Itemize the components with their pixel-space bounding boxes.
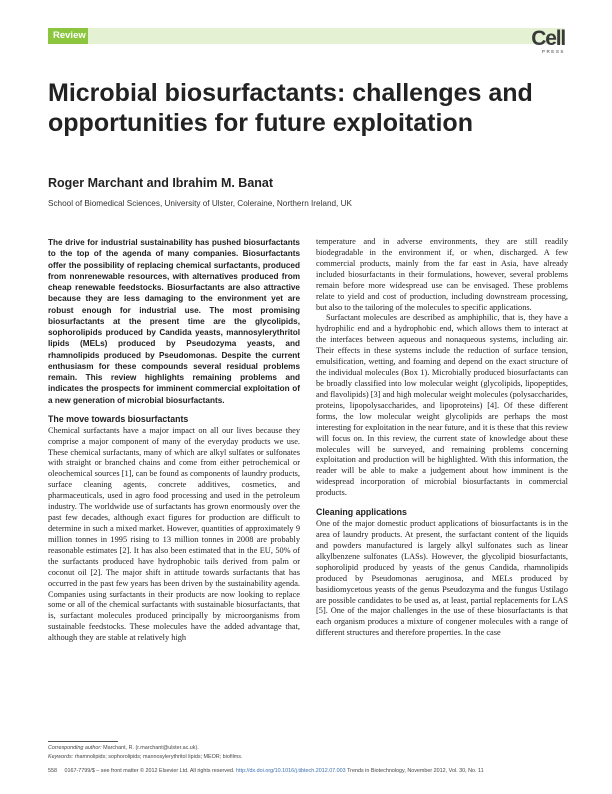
right-column (316, 237, 568, 639)
keywords-label: Keywords: (48, 754, 74, 760)
left-column (48, 237, 300, 644)
keywords-note (48, 754, 308, 760)
logo-name: Cell (531, 27, 565, 50)
abstract: The drive for industrial sustainability has pushed biosurfactants to the top of the agenda of many companies. Biosurfactants offer the possibility of replacing chemical surfactants, produced from nonrenewable resources, with alternatives produced from cheap renewable feedstocks. Biosurfactants are also attractive because they are less damaging to the environment yet are robust enough for industrial use. The most promising biosurfactants at the present time are the glycolipids, sophorolipids produced by Candida yeasts, mannosylerythritol lipids (MELs) produced by Pseudozyma yeasts, and rhamnolipids produced by Pseudomonas. Despite the current enthusiasm for these compounds several residual problems remain. This review highlights remaining problems and indicates the prospects for imminent commercial exploitation of a new generation of microbial biosurfactants. (48, 238, 300, 405)
publisher-logo (531, 27, 565, 54)
author-affiliation: School of Biomedical Sciences, University of Ulster, Coleraine, Northern Ireland, UK (48, 199, 352, 208)
section-heading-move-towards: The move towards biosurfactants (48, 413, 189, 424)
article-authors: Roger Marchant and Ibrahim M. Banat (48, 176, 274, 190)
section-label: Review (48, 28, 88, 44)
logo-press: PRESS (541, 49, 565, 54)
body-paragraph: One of the major domestic product applications of biosurfactants is in the area of laundry products. At present, the surfactant content of the liquids and powders manufactured is largely alkyl sulfonates such as linear alkylbenzene sulfonates (LASs). However, the glycolipid biosurfactants, sophorolipid produced by yeasts of the genus Candida, rhamnolipids produced by Pseudomonas aeruginosa, and MELs produced by basidiomycetous yeasts of the genus Pseudozyma and the fungus Ustilago are possible candidates to be used as, at least, partial replacements for LAS [5]. One of the major challenges in the use of these biosurfactants is that each organism produces a mixture of congener molecules with a range of different structures and therefore properties. In the case (316, 519, 568, 638)
body-paragraph: temperature and in adverse environments, they are still readily biodegradable in the environment if, or when, discharged. A few commercial products, mainly from the far east in Asia, have already included biosurfactants in their formulations, however, several problems remain before more widespread use can be envisaged. These problems relate to yield and cost of production, including downstream processing, but also to the tailoring of the molecules to specific applications. (316, 237, 568, 312)
corresponding-value[interactable]: Marchant, R. (r.marchant@ulster.ac.uk). (103, 745, 199, 751)
page-footer (48, 768, 565, 774)
body-paragraph: Surfactant molecules are described as amphiphilic, that is, they have a hydrophilic end and a hydrophobic end, which allows them to interact at the interfaces between aqueous and nonaqueous systems, including air. Their effects in these systems include the reduction of surface tension, emulsification, wetting, and foaming and depend on the exact structure of the individual molecules (Box 1). Microbially produced biosurfactants can be broadly classified into low molecular weight (glycolipids, lipopeptides, and flavolipids) [3] and high molecular weight molecules (polysaccharides, proteins, lipopolysaccharides, and lipoproteins) [4]. Of these different forms, the low molecular weight glycolipids are perhaps the most interesting for exploitation in the near future, and it is these that this review will focus on. In this review, the current state of knowledge about these molecules will be surveyed, and remaining problems concerning exploitation and production will be highlighted. With this information, the reader will be able to make a judgement about how imminent is the widespread incorporation of microbial biosurfactants in commercial products. (316, 313, 568, 498)
journal-info: Trends in Biotechnology, November 2012, Vol. 30, No. 11 (347, 768, 484, 774)
article-title: Microbial biosurfactants: challenges and opportunities for future exploitation (48, 79, 533, 137)
copyright: 0167-7799/$ – see front matter © 2012 Elsevier Ltd. All rights reserved. (64, 768, 235, 774)
footnote-rule (48, 741, 118, 742)
page-number: 558 (48, 768, 57, 774)
keywords-value: rhamnolipids; sophorolipids; mannosylerythritol lipids; MEOR; biofilms. (74, 754, 243, 760)
corresponding-label: Corresponding author: (48, 745, 102, 751)
header-rule (88, 28, 564, 44)
corresponding-author-note (48, 745, 308, 751)
section-heading-cleaning: Cleaning applications (316, 507, 407, 518)
doi-link[interactable]: http://dx.doi.org/10.1016/j.tibtech.2012.07.003 (235, 768, 346, 774)
body-paragraph: Chemical surfactants have a major impact on all our lives because they comprise a major component of many of the everyday products we use. These chemical surfactants, many of which are alkyl sulfates or sulfonates with straight or branched chains and come from either petrochemical or oleochemical sources [1], can be found as components of laundry products, surface cleaning agents, concrete additives, cosmetics, and pharmaceuticals, used in agro food processing and used in the petroleum industry. The worldwide use of surfactants has grown enormously over the past few decades, although exact figures for production are difficult to determine in such a mixed market. However, quantities of approximately 9 million tonnes in 1995 rising to 13 million tonnes in 2008 are probably reasonable estimates [2]. It has also been estimated that in the EU, 50% of the surfactants produced have hydrophobic tails derived from palm or coconut oil [2]. The major shift in attitude towards surfactants that has occurred in the past few years has been driven by the sustainability agenda. Companies using surfactants in their products are now looking to replace some or all of the chemical surfactants with sustainable biosurfactants, that is, surfactant molecules produced principally by microorganisms from sustainable feedstocks. These molecules have the added advantage that, although they are stable at relatively high (48, 425, 300, 643)
